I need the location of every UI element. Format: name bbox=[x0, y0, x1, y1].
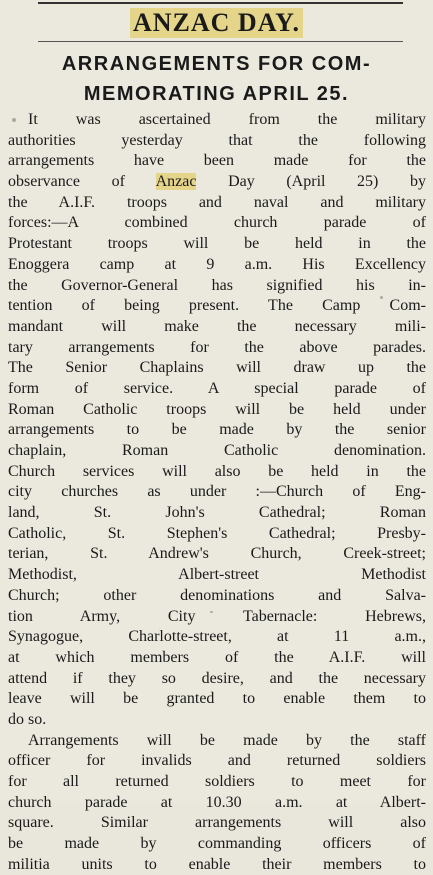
article-title: ANZAC DAY. bbox=[130, 8, 303, 38]
article-line bbox=[8, 131, 426, 152]
article-body bbox=[8, 110, 426, 875]
article-line bbox=[8, 834, 426, 855]
article-line bbox=[8, 400, 426, 421]
article-line-text: chaplain, Roman Catholic denomination. bbox=[8, 442, 426, 459]
article-line-text: Protestant troops will be held in the bbox=[8, 235, 426, 253]
article-line-text: tary arrangements for the above parades. bbox=[8, 338, 426, 356]
article-line bbox=[8, 710, 426, 731]
article-line-text bbox=[8, 172, 426, 193]
article-line bbox=[8, 338, 426, 359]
article-line-text: officer for invalids and returned soldiers bbox=[8, 752, 426, 770]
article-line bbox=[8, 151, 426, 172]
article-line-text: Methodist, Albert-street Methodist bbox=[8, 566, 426, 584]
article-line-text: The Senior Chaplains will draw up the bbox=[8, 359, 426, 377]
article-line bbox=[8, 213, 426, 234]
line-fragment: Day (April 25) by bbox=[196, 173, 426, 191]
article-line-text: tion Army, City Tabernacle: Hebrews, bbox=[8, 607, 426, 625]
article-line-text: square. Similar arrangements will also bbox=[8, 814, 426, 832]
article-line bbox=[8, 110, 426, 131]
article-line-text: forces:—A combined church parade of bbox=[8, 214, 426, 232]
article-line-text: Roman Catholic troops will be held under bbox=[8, 400, 426, 418]
article-line-text: attend if they so desire, and the necessary bbox=[8, 669, 426, 687]
top-rule bbox=[38, 2, 403, 4]
ink-speck bbox=[12, 118, 16, 122]
article-line bbox=[8, 731, 426, 752]
subheading-line-2: MEMORATING APRIL 25. bbox=[83, 83, 350, 105]
article-line bbox=[8, 524, 426, 545]
article-line bbox=[8, 482, 426, 503]
article-line bbox=[8, 607, 426, 628]
article-line-text: at which members of the A.I.F. will bbox=[8, 648, 426, 666]
article-line-text: leave will be granted to enable them to bbox=[8, 690, 426, 708]
title-rule bbox=[38, 41, 403, 42]
article-line-text: arrangements to be made by the senior bbox=[8, 421, 426, 439]
line-fragment: observance of bbox=[8, 173, 156, 191]
article-line-text: tention of being present. The Camp Com- bbox=[8, 297, 426, 315]
article-line bbox=[8, 855, 426, 875]
article-line-text: church parade at 10.30 a.m. at Albert- bbox=[8, 793, 426, 811]
article-line bbox=[8, 234, 426, 255]
article-line bbox=[8, 772, 426, 793]
article-line bbox=[8, 462, 426, 483]
article-line-text: Synagogue, Charlotte-street, at 11 a.m., bbox=[8, 628, 426, 646]
article-line-text: the Governor-General has signified his in- bbox=[8, 276, 426, 294]
article-line bbox=[8, 751, 426, 772]
article-line bbox=[8, 317, 426, 338]
article-line-text: It was ascertained from the military bbox=[28, 111, 426, 128]
article-line bbox=[8, 255, 426, 276]
article-line bbox=[8, 689, 426, 710]
article-line bbox=[8, 565, 426, 586]
article-line bbox=[8, 648, 426, 669]
article-line-text: the A.I.F. troops and naval and military bbox=[8, 193, 426, 211]
article-line bbox=[8, 276, 426, 297]
article-line-text: city churches as under :—Church of Eng- bbox=[8, 483, 426, 501]
article-line-text: arrangements have been made for the bbox=[8, 152, 426, 170]
article-line-text: land, St. John's Cathedral; Roman bbox=[8, 504, 426, 522]
ink-speck bbox=[380, 296, 383, 299]
article-line-text: be made by commanding officers of bbox=[8, 835, 426, 853]
ink-speck bbox=[210, 611, 213, 613]
article-line bbox=[8, 420, 426, 441]
article-line-text: authorities yesterday that the following bbox=[8, 131, 426, 149]
article-line bbox=[8, 669, 426, 690]
article-line bbox=[8, 586, 426, 607]
article-line bbox=[8, 441, 426, 462]
article-line bbox=[8, 296, 426, 317]
article-line-text: mandant will make the necessary mili- bbox=[8, 317, 426, 335]
article-line bbox=[8, 813, 426, 834]
article-line-text: Church; other denominations and Salva- bbox=[8, 586, 426, 604]
article-line-text: militia units to enable their members to bbox=[8, 855, 426, 873]
article-line bbox=[8, 503, 426, 524]
subheading-line-1: ARRANGEMENTS FOR COM- bbox=[61, 53, 372, 75]
highlighted-word: Anzac bbox=[155, 173, 197, 191]
article-line bbox=[8, 193, 426, 214]
article-line-text: do so. bbox=[8, 710, 47, 728]
article-line-text: form of service. A special parade of bbox=[8, 379, 426, 397]
article-line bbox=[8, 172, 426, 193]
article-line-text: terian, St. Andrew's Church, Creek-street; bbox=[8, 545, 426, 563]
article-line-text: Enoggera camp at 9 a.m. His Excellency bbox=[8, 255, 426, 273]
article-line-text: Church services will also be held in the bbox=[8, 462, 426, 480]
article-line-text: Arrangements will be made by the staff bbox=[28, 731, 426, 749]
article-line-text: for all returned soldiers to meet for bbox=[8, 773, 426, 790]
article-line bbox=[8, 793, 426, 814]
title-wrap bbox=[0, 8, 433, 38]
article-line-text: Catholic, St. Stephen's Cathedral; Presby- bbox=[8, 524, 426, 542]
article-line bbox=[8, 627, 426, 648]
article-line bbox=[8, 379, 426, 400]
article-line bbox=[8, 544, 426, 565]
article-line bbox=[8, 358, 426, 379]
